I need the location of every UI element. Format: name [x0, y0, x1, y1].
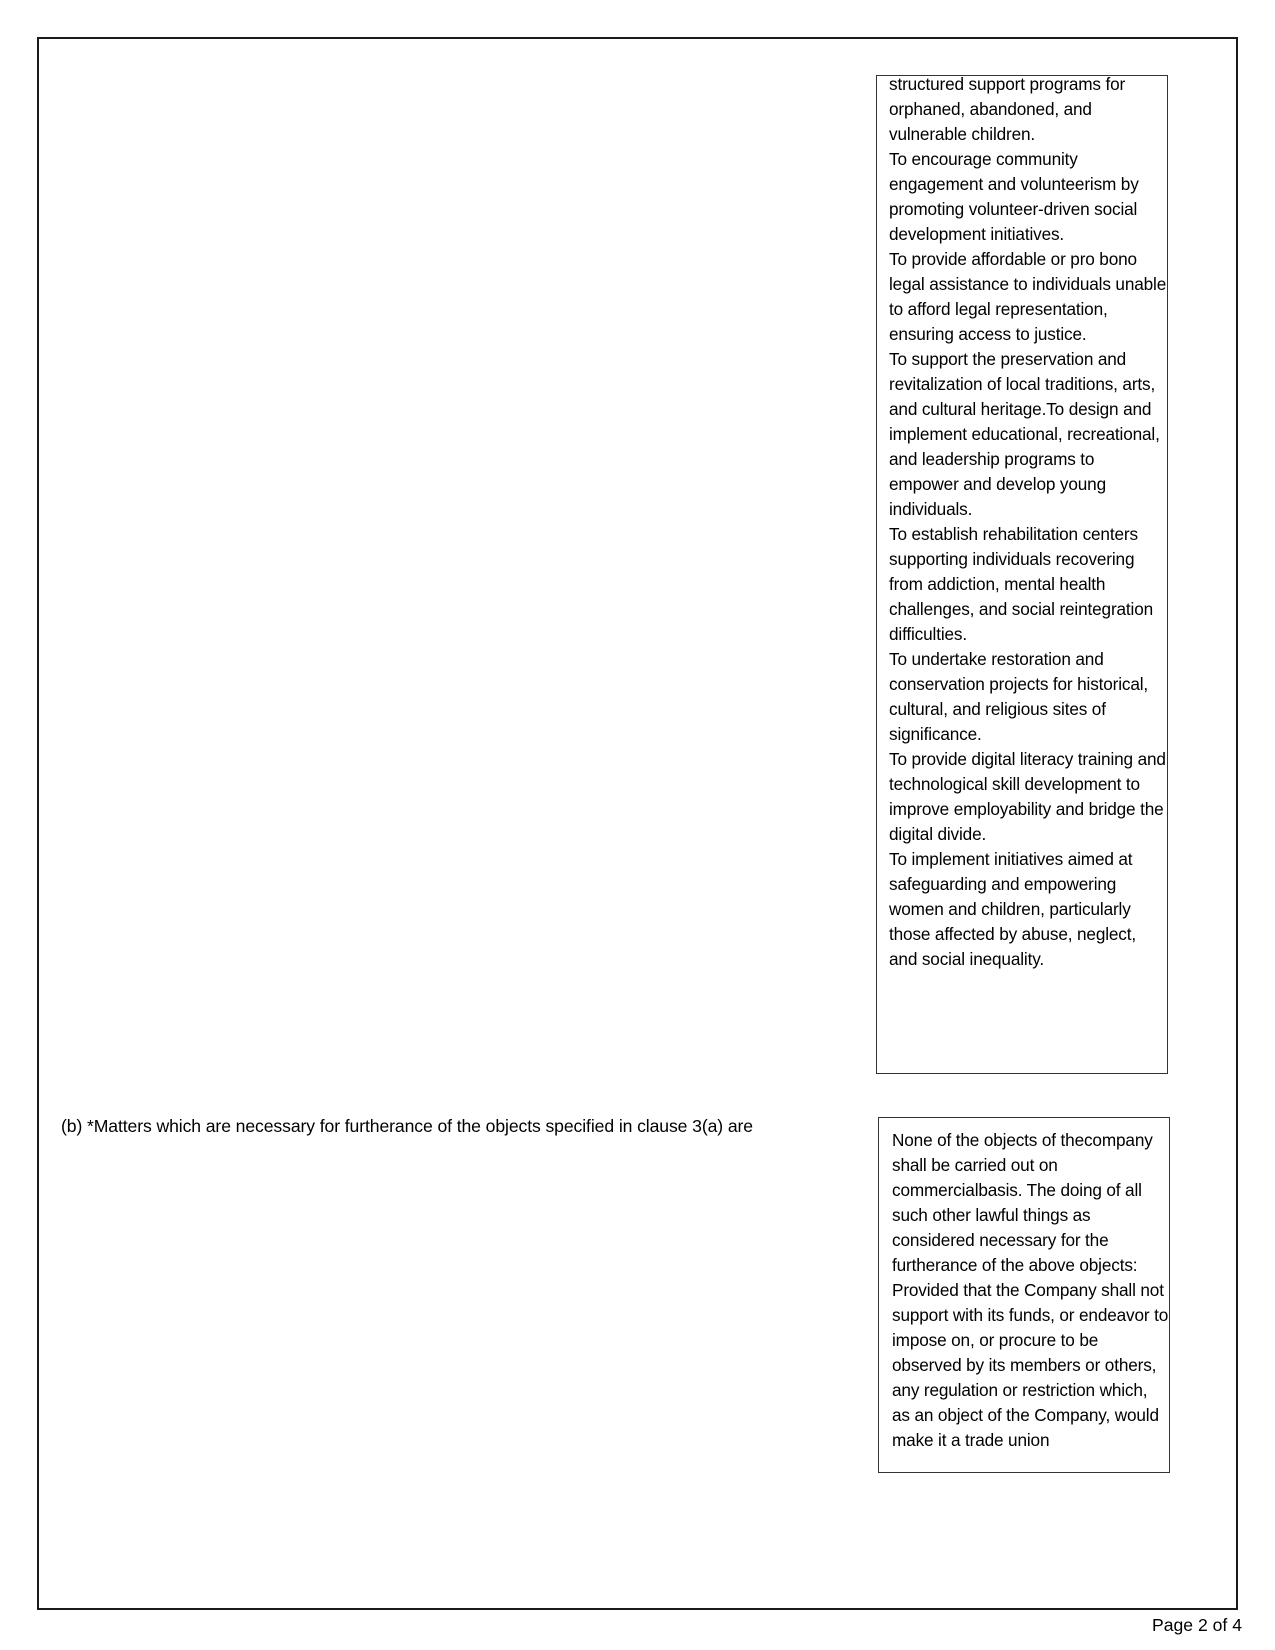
object-paragraph: structured support programs for orphaned, abandoned, and vulnerable children. [889, 75, 1126, 144]
matters-paragraph: None of the objects of thecompany shall be carried out on commercialbasis. The doing of all such other lawful things as considered necessary for the furtherance of the above objects: Provided that the Company shall not support with its funds, or endeavor to impose on, or procure to be observed by its members or others, any regulation or restriction which, as an object of the Company, would make it a trade union [892, 1130, 1169, 1450]
page-number: Page 2 of 4 [1152, 1615, 1242, 1635]
clause-b-label: (b) *Matters which are necessary for furtherance of the objects specified in clause 3(a) are [61, 1116, 753, 1136]
objects-text-box [876, 75, 1168, 1074]
object-paragraph: To provide affordable or pro bono legal assistance to individuals unable to afford legal representation, ensuring access to justice. [889, 249, 1167, 344]
objects-list [889, 75, 1167, 972]
object-paragraph: To undertake restoration and conservation projects for historical, cultural, and religious sites of significance. [889, 649, 1149, 744]
object-paragraph: To implement initiatives aimed at safeguarding and empowering women and children, particularly those affected by abuse, neglect, and social inequality. [889, 849, 1136, 969]
matters-text-box [878, 1117, 1170, 1473]
object-paragraph: To support the preservation and revitalization of local traditions, arts, and cultural heritage.To design and implement educational, recreational, and leadership programs to empower and develop young individuals. [889, 349, 1160, 519]
object-paragraph: To encourage community engagement and volunteerism by promoting volunteer-driven social development initiatives. [889, 149, 1139, 244]
object-paragraph: To establish rehabilitation centers supporting individuals recovering from addiction, mental health challenges, and social reintegration difficulties. [889, 524, 1154, 644]
object-paragraph: To provide digital literacy training and technological skill development to improve employability and bridge the digital divide. [889, 749, 1166, 844]
